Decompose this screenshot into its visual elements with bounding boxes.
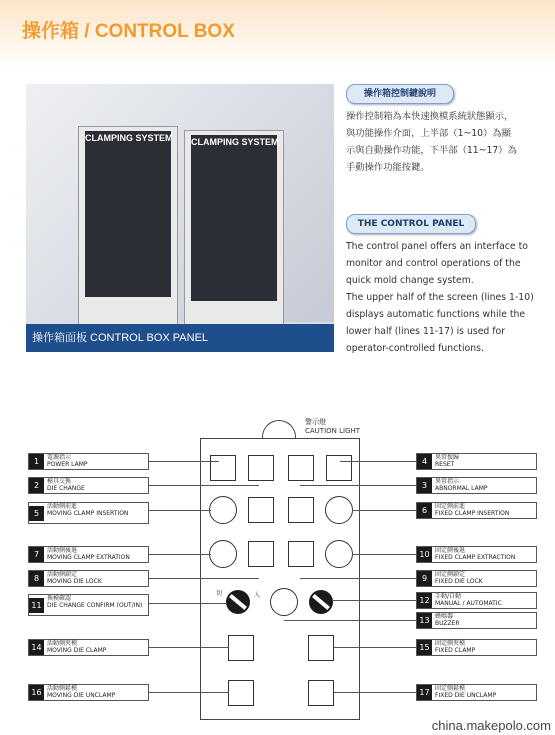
label-zh: 蜂鳴器: [435, 613, 454, 620]
label-en: FIXED DIE LOCK: [435, 578, 483, 585]
buzzer-icon: [270, 588, 298, 616]
label-number: 4: [417, 454, 432, 469]
control-box-right-panel: [191, 135, 277, 301]
photo-background: [26, 84, 334, 322]
caution-light-zh: 警示燈: [305, 418, 326, 426]
label-zh: 活動側鬆模: [47, 685, 78, 692]
label-en: MOVING DIE UNCLAMP: [47, 692, 116, 699]
label-en: MOVING DIE CLAMP: [47, 647, 107, 654]
label-zh: 模具交換: [47, 478, 72, 485]
label-en: MOVING DIE LOCK: [47, 578, 102, 585]
label-14: [28, 639, 149, 656]
label-number: 17: [417, 685, 432, 700]
label-number: 1: [29, 454, 44, 469]
control-box-left-panel: [85, 131, 171, 297]
manual-automatic-selector[interactable]: [309, 590, 333, 614]
label-text: [47, 454, 88, 468]
en-description: [346, 238, 546, 357]
en-line: monitor and control operations of the: [346, 258, 521, 269]
control-box-left-title: CLAMPING SYSTEM: [85, 133, 173, 143]
page-title: 操作箱 / CONTROL BOX: [22, 21, 235, 42]
leader-line: [149, 647, 229, 648]
zh-heading-pill: 操作箱控制鍵說明: [346, 84, 454, 104]
label-text: [47, 571, 102, 585]
label-number: 12: [417, 593, 432, 608]
label-text: [435, 547, 515, 561]
label-text: [435, 571, 483, 585]
leader-line: [149, 692, 229, 693]
caution-light-en: CAUTION LIGHT: [305, 427, 361, 435]
label-1: [28, 453, 149, 470]
label-number: 2: [29, 478, 44, 493]
label-zh: 換模確認: [47, 595, 72, 602]
label-en: MOVING CLAMP INSERTION: [47, 510, 129, 517]
label-17: [416, 684, 537, 701]
label-zh: 活動側後退: [47, 547, 78, 554]
leader-line: [149, 578, 259, 579]
en-line: displays automatic functions while the: [346, 309, 526, 320]
label-en: BUZZER: [435, 620, 460, 627]
label-text: [47, 595, 142, 609]
moving-die-unclamp-button[interactable]: [228, 680, 254, 706]
label-zh: 異常指示: [435, 478, 460, 485]
label-number: 5: [29, 506, 44, 521]
label-zh: 固定側鎖定: [435, 571, 466, 578]
label-en: RESET: [435, 461, 455, 468]
label-number: 3: [417, 478, 432, 493]
label-zh: 電源指示: [47, 454, 72, 461]
moving-clamp-extraction-button[interactable]: [209, 540, 237, 568]
zh-description: [346, 108, 546, 176]
label-en: DIE CHANGE: [47, 485, 85, 492]
moving-die-lock-lamp: [248, 541, 274, 567]
zh-line: 手動操作功能按鍵。: [346, 162, 430, 173]
label-text: [435, 593, 502, 607]
label-zh: 活動側鎖定: [47, 571, 78, 578]
fixed-clamp-insertion-button[interactable]: [325, 496, 353, 524]
label-zh: 固定側後退: [435, 547, 466, 554]
caution-light-icon: [262, 420, 296, 438]
fixed-die-unclamp-button[interactable]: [308, 680, 334, 706]
label-7: [28, 546, 149, 563]
label-en: FIXED CLAMP EXTRACTION: [435, 554, 516, 561]
fixed-die-lock-lamp: [288, 541, 314, 567]
zh-line: 示與自動操作功能，下半部（11~17）為: [346, 145, 517, 156]
label-number: 10: [417, 547, 432, 562]
en-line: quick mold change system.: [346, 275, 474, 286]
label-12: [416, 592, 537, 609]
label-text: [435, 613, 460, 627]
en-line: operator-controlled functions.: [346, 343, 484, 354]
label-text: [47, 478, 85, 492]
selector-mark-left: 切: [216, 590, 223, 597]
selector-mark-right: 入: [254, 592, 261, 599]
label-text: [47, 685, 115, 699]
fixed-clamp-button[interactable]: [308, 635, 334, 661]
panel-lamp-row2-left: [248, 497, 274, 523]
power-lamp: [210, 455, 236, 481]
label-number: 7: [29, 547, 44, 562]
photo-caption: 操作箱面板 CONTROL BOX PANEL: [26, 324, 334, 352]
leader-line: [149, 485, 259, 486]
label-number: 8: [29, 571, 44, 586]
label-text: [435, 478, 488, 492]
watermark: china.makepolo.com: [431, 718, 551, 733]
en-line: lower half (lines 11-17) is used for: [346, 326, 506, 337]
leader-line: [284, 620, 416, 621]
label-text: [47, 503, 128, 517]
label-en: FIXED CLAMP INSERTION: [435, 510, 510, 517]
moving-clamp-insertion-button[interactable]: [209, 496, 237, 524]
control-box-right-title: CLAMPING SYSTEM: [191, 137, 279, 147]
leader-line: [332, 600, 416, 601]
abnormal-lamp: [288, 455, 314, 481]
label-number: 15: [417, 640, 432, 655]
label-en: POWER LAMP: [47, 461, 88, 468]
label-9: [416, 570, 537, 587]
label-zh: 手動/自動: [435, 593, 462, 600]
label-zh: 固定側前進: [435, 503, 466, 510]
leader-line: [149, 554, 211, 555]
label-8: [28, 570, 149, 587]
label-text: [47, 547, 130, 561]
en-line: The control panel offers an interface to: [346, 241, 528, 252]
label-zh: 活動側夾模: [47, 640, 78, 647]
leader-line: [149, 603, 227, 604]
label-zh: 異常復歸: [435, 454, 460, 461]
label-15: [416, 639, 537, 656]
label-number: 16: [29, 685, 44, 700]
label-en: DIE CHANGE CONFIRM (OUT/IN): [47, 602, 143, 609]
label-text: [435, 454, 459, 468]
label-text: [435, 685, 496, 699]
en-heading-pill: THE CONTROL PANEL: [346, 214, 476, 234]
label-4: [416, 453, 537, 470]
label-zh: 活動側前進: [47, 503, 78, 510]
caution-light-label: [305, 418, 360, 436]
label-5: [28, 502, 149, 524]
leader-line: [149, 510, 211, 511]
label-number: 14: [29, 640, 44, 655]
leader-line: [334, 647, 416, 648]
label-11: [28, 594, 149, 616]
label-zh: 固定側夾模: [435, 640, 466, 647]
label-en: ABNORMAL LAMP: [435, 485, 488, 492]
leader-line: [149, 461, 219, 462]
leader-line: [334, 692, 416, 693]
label-number: 9: [417, 571, 432, 586]
leader-line: [352, 510, 416, 511]
label-6: [416, 502, 537, 519]
leader-line: [300, 578, 416, 579]
leader-line: [340, 461, 416, 462]
moving-die-clamp-button[interactable]: [228, 635, 254, 661]
panel-lamp-row2-right: [288, 497, 314, 523]
control-box-photo: [26, 84, 334, 352]
die-change-lamp: [248, 455, 274, 481]
zh-line: 與功能操作介面，上半部（1~10）為顯: [346, 128, 511, 139]
en-line: The upper half of the screen (lines 1-10): [346, 292, 534, 303]
label-text: [47, 640, 106, 654]
label-text: [435, 503, 509, 517]
label-13: [416, 612, 537, 629]
label-16: [28, 684, 149, 701]
fixed-clamp-extraction-button[interactable]: [325, 540, 353, 568]
label-number: 11: [29, 598, 44, 613]
control-box-right: [184, 130, 284, 332]
label-2: [28, 477, 149, 494]
label-en: MOVING CLAMP EXTRATION: [47, 554, 130, 561]
label-number: 6: [417, 503, 432, 518]
die-change-confirm-selector[interactable]: [226, 590, 250, 614]
label-en: MANUAL / AUTOMATIC: [435, 600, 502, 607]
label-en: FIXED DIE UNCLAMP: [435, 692, 497, 699]
label-10: [416, 546, 537, 563]
reset-button[interactable]: [326, 455, 352, 481]
label-3: [416, 477, 537, 494]
zh-line: 操作控制箱為本快速換模系統狀態顯示，: [346, 111, 514, 122]
label-zh: 固定側鬆模: [435, 685, 466, 692]
label-number: 13: [417, 613, 432, 628]
leader-line: [352, 554, 416, 555]
leader-line: [300, 485, 416, 486]
label-en: FIXED CLAMP: [435, 647, 476, 654]
control-box-left: [78, 126, 178, 328]
label-text: [435, 640, 475, 654]
